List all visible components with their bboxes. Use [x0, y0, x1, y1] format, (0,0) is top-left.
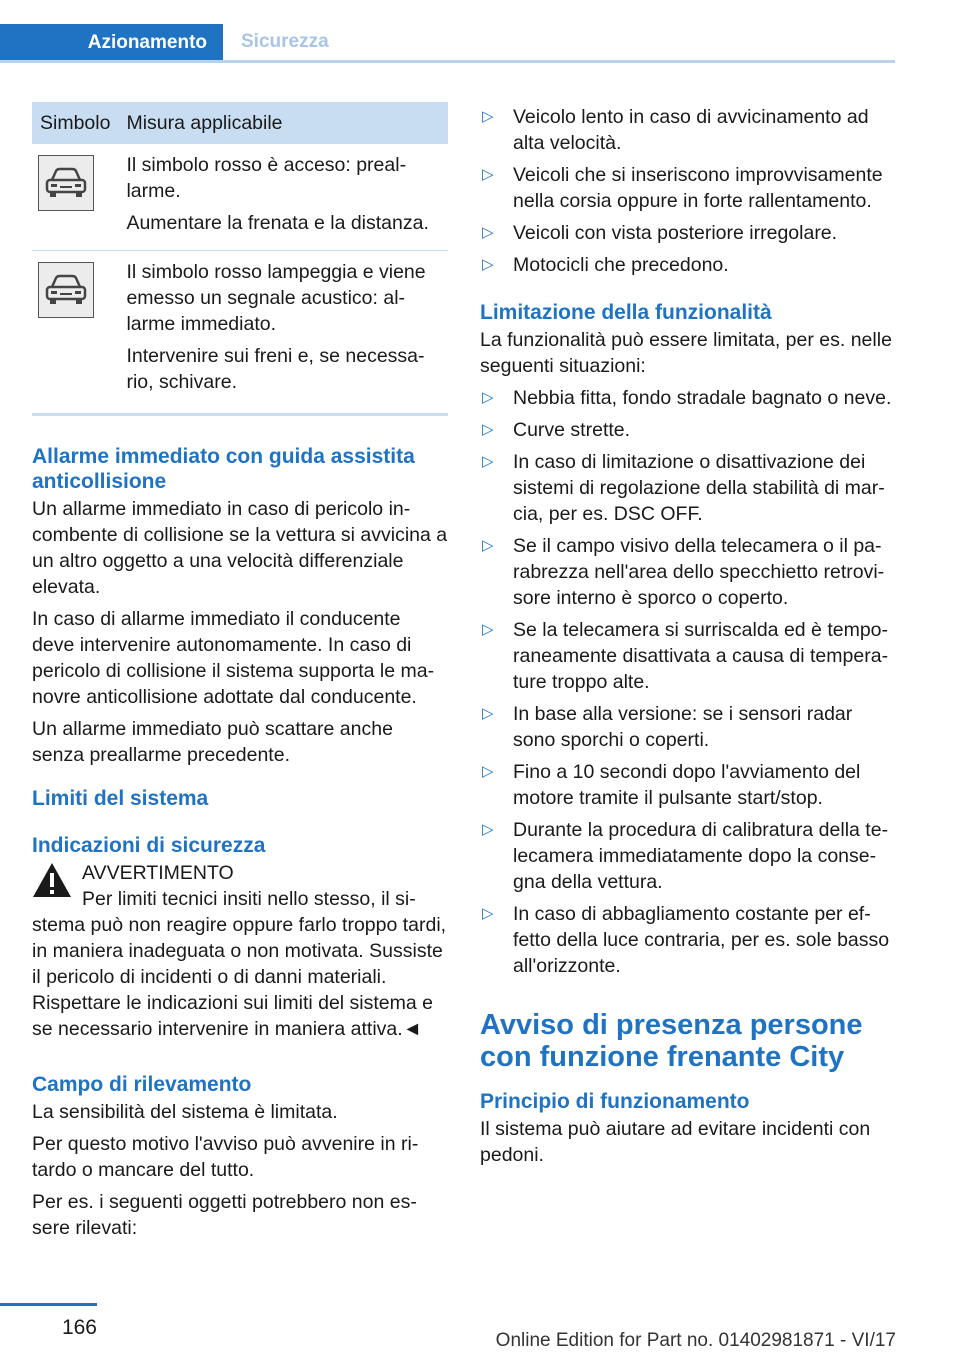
list-item: ▷ Nebbia fitta, fondo stradale bagnato o neve. — [482, 387, 892, 409]
table-row — [32, 144, 448, 251]
page-number: 166 — [61, 1316, 97, 1339]
section-tab-azionamento[interactable]: Azionamento — [0, 24, 223, 62]
heading-avviso-presenza-persone: Avviso di presenza persone con funzione frenante City — [480, 1009, 863, 1073]
triangle-bullet-icon: ▷ — [482, 256, 494, 273]
table-cell-text: Intervenire sui freni e, se necessario, schivare. — [126, 345, 425, 393]
undetected-objects-list — [480, 104, 896, 278]
triangle-bullet-icon: ▷ — [482, 705, 494, 722]
table-cell-text: Il simbolo rosso è acceso: preallarme. — [126, 154, 407, 202]
warning-triangle-icon — [32, 862, 72, 898]
triangle-bullet-icon: ▷ — [482, 621, 494, 638]
header-divider — [0, 60, 895, 63]
table-header-measure: Misura applicabile — [118, 102, 448, 144]
heading-campo-rilevamento: Campo di rilevamento — [32, 1073, 252, 1096]
paragraph: Un allarme immediato può scattare anche senza preallarme precedente. — [32, 718, 393, 766]
limitation-situations-list — [480, 385, 896, 979]
warning-block — [32, 860, 448, 1042]
footer-divider — [0, 1303, 97, 1306]
list-item: ▷ Fino a 10 secondi dopo l'avviamento del motore tramite il pulsante start/stop. — [482, 761, 861, 809]
list-item: ▷ In caso di limitazione o disattivazione dei sistemi di regolazione della stabilità di marcia, per es. DSC OFF. — [482, 451, 885, 525]
left-column — [32, 100, 448, 1247]
paragraph: Un allarme immediato in caso di pericolo incombente di collisione se la vettura si avvicina a un altro oggetto a una velocità differenziale elevata. — [32, 498, 448, 598]
heading-limiti-sistema: Limiti del sistema — [32, 787, 209, 810]
footer-edition: Online Edition for Part no. 01402981871 - VI/17 — [495, 1330, 896, 1351]
heading-indicazioni-sicurezza: Indicazioni di sicurezza — [32, 834, 266, 857]
heading-allarme-immediato: Allarme immediato con guida assistita anticollisione — [32, 445, 415, 493]
table-header-symbol: Simbolo — [32, 102, 118, 144]
heading-limitazione-funzionalita: Limitazione della funzionalità — [480, 301, 772, 324]
list-item: ▷ Se la telecamera si surriscalda ed è temporaneamente disattivata a causa di temperature troppo alte. — [482, 619, 889, 693]
warning-text: Per limiti tecnici insiti nello stesso, il sistema può non reagire oppure farlo troppo tardi, in maniera inadeguata o non motivata. Sussiste il pericolo di incidenti o di danni materiali. Rispettare le indicazioni sui limiti del sistema e se necessario intervenire in maniera attiva.◄ — [32, 888, 447, 1040]
table-cell-text: Aumentare la frenata e la distanza. — [126, 212, 429, 234]
triangle-bullet-icon: ▷ — [482, 905, 494, 922]
table-row — [32, 251, 448, 415]
list-item: ▷ Veicoli che si inseriscono improvvisamente nella corsia oppure in forte rallentamento. — [482, 164, 883, 212]
triangle-bullet-icon: ▷ — [482, 537, 494, 554]
list-item: ▷ Curve strette. — [482, 419, 631, 441]
symbol-table — [32, 102, 448, 416]
warning-title: AVVERTIMENTO — [82, 862, 234, 884]
paragraph: Il sistema può aiutare ad evitare incidenti con pedoni. — [480, 1118, 871, 1166]
paragraph: La funzionalità può essere limitata, per es. nelle seguenti situazioni: — [480, 329, 892, 377]
table-cell-text: Il simbolo rosso lampeggia e viene emesso un segnale acustico: allarme immediato. — [126, 261, 426, 335]
triangle-bullet-icon: ▷ — [482, 389, 494, 406]
triangle-bullet-icon: ▷ — [482, 421, 494, 438]
triangle-bullet-icon: ▷ — [482, 763, 494, 780]
list-item: ▷ Durante la procedura di calibratura della telecamera immediatamente dopo la consegna della vettura. — [482, 819, 889, 893]
paragraph: La sensibilità del sistema è limitata. — [32, 1101, 338, 1123]
list-item: ▷ Se il campo visivo della telecamera o il parabrezza nell'area dello specchietto retrovisore interno è sporco o coperto. — [482, 535, 885, 609]
section-tab-sicurezza[interactable]: Sicurezza — [223, 24, 895, 60]
paragraph: In caso di allarme immediato il conducente deve intervenire autonomamente. In caso di pericolo di collisione il sistema supporta le manovre anticollisione adottate dal conducente. — [32, 608, 435, 708]
heading-principio-funzionamento: Principio di funzionamento — [480, 1090, 750, 1113]
list-item: ▷ Veicolo lento in caso di avvicinamento ad alta velocità. — [482, 106, 869, 154]
triangle-bullet-icon: ▷ — [482, 821, 494, 838]
triangle-bullet-icon: ▷ — [482, 108, 494, 125]
triangle-bullet-icon: ▷ — [482, 224, 494, 241]
paragraph: Per questo motivo l'avviso può avvenire in ritardo o mancare del tutto. — [32, 1133, 419, 1181]
page-header — [0, 0, 895, 62]
right-column — [480, 100, 896, 1174]
triangle-bullet-icon: ▷ — [482, 453, 494, 470]
car-front-icon — [38, 262, 94, 318]
triangle-bullet-icon: ▷ — [482, 166, 494, 183]
list-item: ▷ In caso di abbagliamento costante per effetto della luce contraria, per es. sole basso all'orizzonte. — [482, 903, 890, 977]
list-item: ▷ Veicoli con vista posteriore irregolare. — [482, 222, 838, 244]
paragraph: Per es. i seguenti oggetti potrebbero non essere rilevati: — [32, 1191, 417, 1239]
list-item: ▷ Motocicli che precedono. — [482, 254, 729, 276]
car-front-icon — [38, 155, 94, 211]
list-item: ▷ In base alla versione: se i sensori radar sono sporchi o coperti. — [482, 703, 853, 751]
